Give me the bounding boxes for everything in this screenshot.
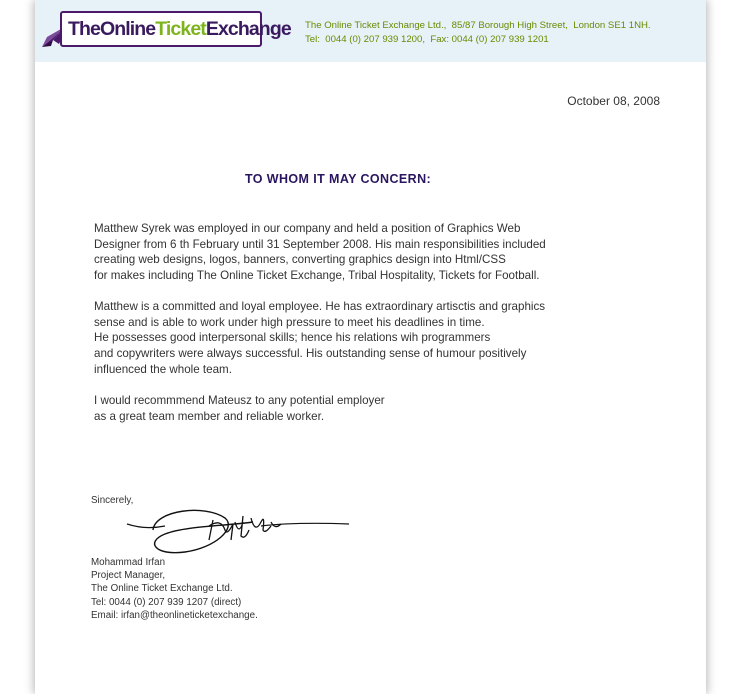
signatory-phone: Tel: 0044 (0) 207 939 1207 (direct) xyxy=(91,596,242,608)
paragraph-employment xyxy=(94,221,546,284)
signatory-details xyxy=(91,556,258,622)
signatory-email: Email: irfan@theonlineticketexchange. xyxy=(91,609,258,621)
paragraph-line: Designer from 6 th February until 31 September 2008. His main responsibilities included xyxy=(94,237,546,251)
company-phone-fax: Tel: 0044 (0) 207 939 1200, Fax: 0044 (0) 207 939 1201 xyxy=(305,34,549,45)
signatory-company: The Online Ticket Exchange Ltd. xyxy=(91,583,233,595)
paragraph-recommendation xyxy=(94,393,385,424)
closing: Sincerely, xyxy=(91,495,134,506)
paragraph-line: sense and is able to work under high pressure to meet his deadlines in time. xyxy=(94,315,485,329)
paragraph-line: creating web designs, logos, banners, converting graphics design into Html/CSS xyxy=(94,253,506,267)
letter-date: October 08, 2008 xyxy=(567,94,660,108)
logo-text-ticket: Ticket xyxy=(155,18,206,40)
paragraph-qualities xyxy=(94,299,545,378)
paragraph-line: as a great team member and reliable worker. xyxy=(94,409,325,423)
paragraph-line: for makes including The Online Ticket Exchange, Tribal Hospitality, Tickets for Football. xyxy=(94,269,540,283)
paragraph-line: He possesses good interpersonal skills; hence his relations wih programmers xyxy=(94,331,491,345)
logo-text-online: TheOnline xyxy=(68,18,156,40)
letter-page xyxy=(35,0,706,694)
logo-text-exchange: Exchange xyxy=(205,18,291,40)
paragraph-line: and copywriters were always successful. His outstanding sense of humour positively xyxy=(94,347,527,361)
paragraph-line: I would recommmend Mateusz to any potential employer xyxy=(94,394,385,407)
signatory-title: Project Manager, xyxy=(91,570,166,582)
signatory-name: Mohammad Irfan xyxy=(91,557,166,568)
company-contact-info xyxy=(305,19,651,47)
salutation: TO WHOM IT MAY CONCERN: xyxy=(245,172,432,186)
letterhead xyxy=(35,0,706,62)
company-address: The Online Ticket Exchange Ltd., 85/87 Borough High Street, London SE1 1NH. xyxy=(305,20,651,31)
paragraph-line: Matthew Syrek was employed in our company and held a position of Graphics Web xyxy=(94,222,521,235)
handwritten-signature xyxy=(125,500,350,560)
paragraph-line: Matthew is a committed and loyal employee. He has extraordinary artisctis and graphics xyxy=(94,300,546,313)
logo-wordmark xyxy=(68,18,291,41)
paragraph-line: influenced the whole team. xyxy=(94,362,232,376)
company-logo xyxy=(41,9,291,51)
